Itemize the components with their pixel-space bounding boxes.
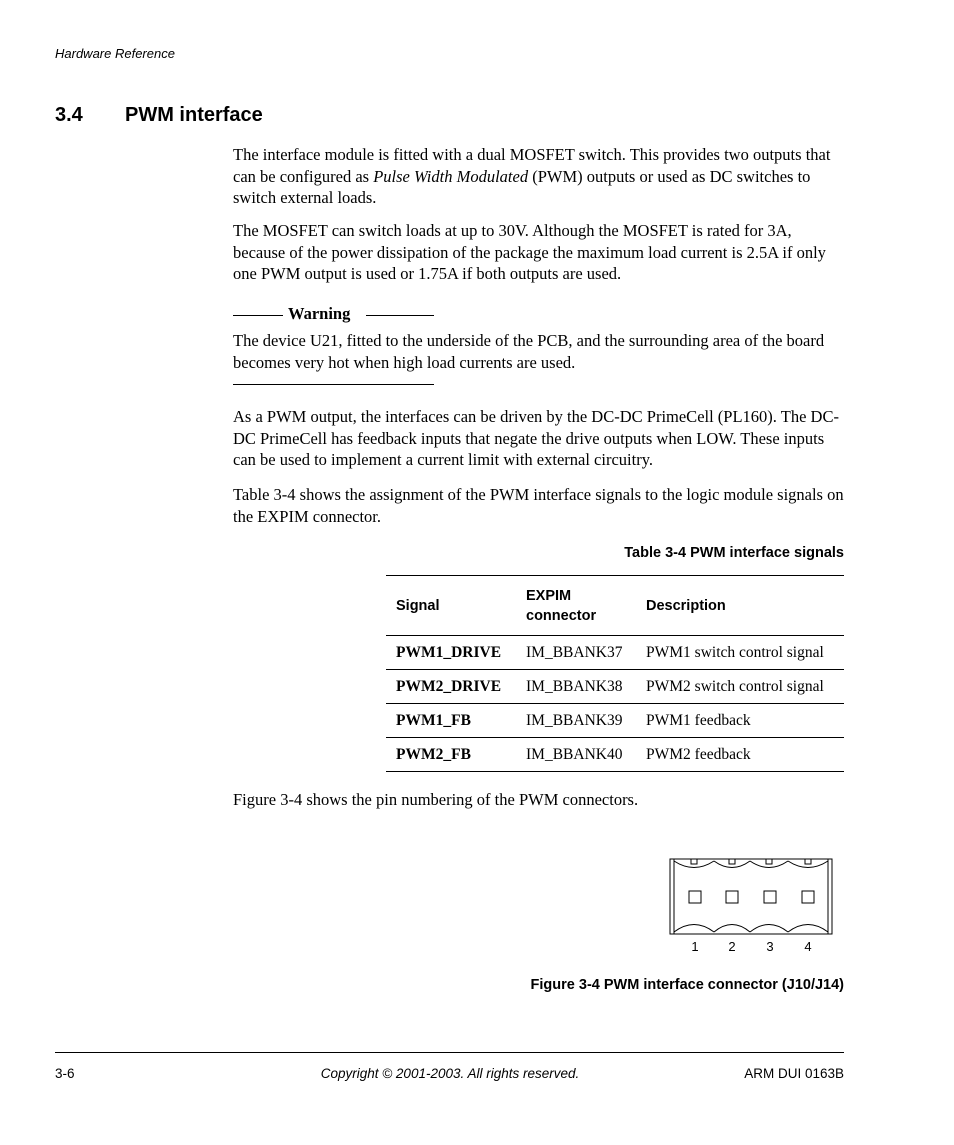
pin-4 xyxy=(802,891,814,903)
cell-signal: PWM2_FB xyxy=(386,738,516,772)
warning-end-rule xyxy=(233,384,434,385)
header-signal: Signal xyxy=(386,576,516,636)
section-heading xyxy=(55,104,263,127)
footer-rule xyxy=(55,1052,844,1053)
paragraph-figure-ref: Figure 3-4 shows the pin numbering of the PWM connectors. xyxy=(233,790,639,809)
latch-notch xyxy=(729,859,735,864)
cell-description: PWM2 switch control signal xyxy=(636,670,844,704)
cell-expim: IM_BBANK39 xyxy=(516,704,636,738)
header-expim xyxy=(516,576,636,636)
latch-notch xyxy=(691,859,697,864)
pin-label-4: 4 xyxy=(804,939,812,954)
paragraph-mosfet: The MOSFET can switch loads at up to 30V. Although the MOSFET is rated for 3A, because of the power dissipation of the package the maximum load current is 2.5A if only one PWM output is used or 1.75A if both outputs are used. xyxy=(233,221,826,283)
pin-1 xyxy=(689,891,701,903)
table-header-row xyxy=(386,576,844,636)
table-row xyxy=(386,636,844,670)
section-title: PWM interface xyxy=(125,104,263,126)
cell-signal: PWM1_FB xyxy=(386,704,516,738)
pin-label-2: 2 xyxy=(728,939,736,954)
page-number: 3-6 xyxy=(55,1066,75,1081)
table-row xyxy=(386,670,844,704)
header-expim-line1: EXPIM xyxy=(526,587,572,604)
paragraph-intro-italic: Pulse Width Modulated xyxy=(373,166,529,186)
connector-diagram xyxy=(660,852,840,962)
table-caption: Table 3-4 PWM interface signals xyxy=(624,545,844,561)
copyright-notice: Copyright © 2001-2003. All rights reserved. xyxy=(320,1066,580,1081)
pin-3 xyxy=(764,891,776,903)
warning-rule-right xyxy=(366,315,434,316)
running-header: Hardware Reference xyxy=(55,46,175,61)
cell-expim: IM_BBANK40 xyxy=(516,738,636,772)
warning-rule-left xyxy=(233,315,283,316)
connector-bottom-arcs xyxy=(674,925,828,933)
header-description: Description xyxy=(636,576,844,636)
latch-notch xyxy=(766,859,772,864)
cell-expim: IM_BBANK37 xyxy=(516,636,636,670)
cell-description: PWM2 feedback xyxy=(636,738,844,772)
signal-table xyxy=(386,575,844,772)
table-row xyxy=(386,738,844,772)
paragraph-pwm-output: As a PWM output, the interfaces can be driven by the DC-DC PrimeCell (PL160). The DC-DC PrimeCell has feedback inputs that negate the drive outputs when LOW. These inputs can be used to implement a current limit with external circuitry. xyxy=(233,407,839,469)
latch-notch xyxy=(805,859,811,864)
paragraph-intro-text-a: The interface module is fitted with a dual MOSFET switch. This provides two outputs that can be configured as xyxy=(233,145,831,186)
paragraph-table-ref: Table 3-4 shows the assignment of the PWM interface signals to the logic module signals on the EXPIM connector. xyxy=(233,485,844,526)
warning-heading xyxy=(233,304,433,326)
cell-signal: PWM1_DRIVE xyxy=(386,636,516,670)
pin-label-1: 1 xyxy=(691,939,699,954)
paragraph-intro-text-b: (PWM) outputs or used as DC switches to switch external loads. xyxy=(233,166,811,207)
cell-expim: IM_BBANK38 xyxy=(516,670,636,704)
cell-description: PWM1 switch control signal xyxy=(636,636,844,670)
pin-2 xyxy=(726,891,738,903)
warning-text: The device U21, fitted to the underside of the PCB, and the surrounding area of the board becomes very hot when high load currents are used. xyxy=(233,331,825,372)
document-id: ARM DUI 0163B xyxy=(744,1066,844,1081)
pin-label-3: 3 xyxy=(766,939,774,954)
table-row xyxy=(386,704,844,738)
paragraph-intro xyxy=(233,144,847,209)
figure-caption: Figure 3-4 PWM interface connector (J10/J14) xyxy=(530,977,844,993)
cell-description: PWM1 feedback xyxy=(636,704,844,738)
cell-signal: PWM2_DRIVE xyxy=(386,670,516,704)
warning-label: Warning xyxy=(288,304,351,323)
header-expim-line2: connector xyxy=(526,607,597,624)
section-number: 3.4 xyxy=(55,104,83,126)
